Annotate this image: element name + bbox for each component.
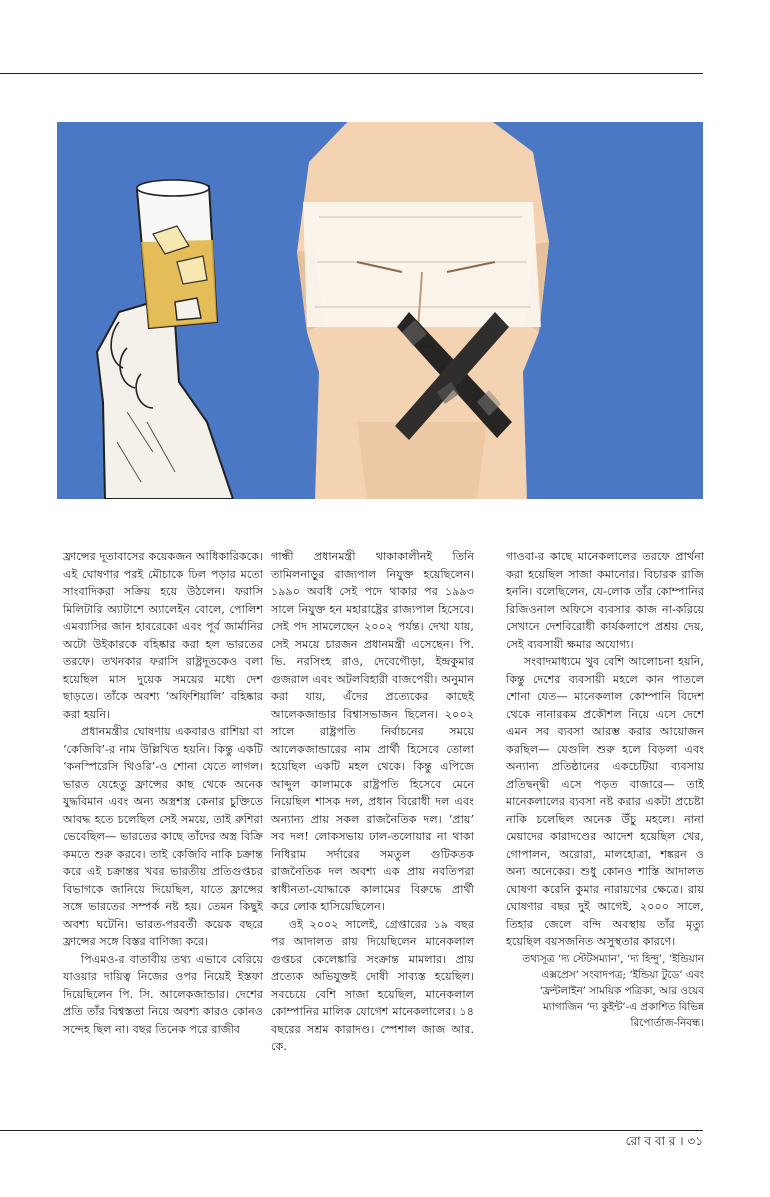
- paragraph: সংবাদমাধ্যমে খুব বেশি আলোচনা হয়নি, কিন্তু দেশের ব্যবসায়ী মহলে কান পাতলে শোনা যেত— মানেকলাল কোম্পানি বিদেশ থেকে নানারকম প্রকৌশল নিয়ে এসে দেশে এমন সব ব্যবসা আরম্ভ করার আয়োজন করছিল— যেগুলি শুরু হলে বিড়লা এবং অন্যান্য প্রতিষ্ঠানের একচেটিয়া ব্যবসায় প্রতিদ্বন্দ্বী এসে পড়ত বাজারে— তাই মানেকলালের ব্যবসা নষ্ট করার একটা প্রচেষ্টা নাকি চলেছিল অনেক উঁচু মহলে। নানা মেয়াদের কারাদণ্ডের আদেশ হয়েছিল খের, গোপালন, অরোরা, মালহোত্রা, শঙ্করন ও অন্য অনেকের। শুধু কোনও শাস্তি আদালত ঘোষণা করেনি কুমার নারায়ণের ক্ষেত্রে। রায় ঘোষণার বছর দুই আগেই, ২০০০ সালে, তিহার জেলে বন্দি অবস্থায় তাঁর মৃত্যু হয়েছিল বয়সজনিত অসুস্থতার কারণে।: [506, 655, 704, 948]
- paragraph: ওই ২০০২ সালেই, গ্রেপ্তারের ১৯ বছর পর আদালত রায় দিয়েছিলেন মানেকলাল গুপ্তচর কেলেঙ্কারি সংক্রান্ত মামলার। প্রায় প্রত্যেক অভিযুক্তই দোষী সাব্যস্ত হয়েছিল। সবচেয়ে বেশি সাজা হয়েছিল, মানেকলাল কোম্পানির মালিক যোগেশ মানেকলালের। ১৪ বছরের সশ্রম কারাদণ্ড। স্পেশাল জাজ আর. কে.: [271, 917, 474, 1053]
- article-column-2: [271, 548, 474, 1056]
- illustration: [57, 122, 703, 499]
- face-mask: [303, 202, 541, 327]
- bottom-rule: [0, 1130, 703, 1131]
- paragraph: গাওবা-র কাছে মানেকলালের তরফে প্রার্থনা করা হয়েছিল সাজা কমানোর। বিচারক রাজি হননি। বলেছিলেন, যে-লোক তাঁর কোম্পানির রিজিওনাল অফিসে ব্যবসার কাজ না-করিয়ে সেখানে দেশবিরোধী কার্যকলাপে প্রশ্রয় দেয়, সেই ব্যবসায়ী ক্ষমার অযোগ্য।: [506, 550, 704, 651]
- page-folio: রো ব বা র । ৩১: [625, 1134, 703, 1148]
- paragraph: পিএমও-র বাতাবীয় তথ্য এভাবে বেরিয়ে যাওয়ার দায়িত্ব নিজের ওপর নিয়েই ইস্তফা দিয়েছিলেন পি. সি. আলেকজান্ডার। দেশের প্রতি তাঁর বিশ্বস্ততা নিয়ে অবশ্য কারও কোনও সন্দেহ ছিল না। বছর তিনেক পরে রাজীব: [63, 952, 263, 1036]
- source-credit: তথ্যসূত্র ‘দ্য স্টেটসম্যান’, ‘দ্য হিন্দু’, ‘ইন্ডিয়ান এক্সপ্রেস’ সংবাদপত্র; ‘ইন্ডিয়া টুডে’ এবং ‘ফ্রন্টলাইন’ সাময়িক পত্রিকা, আর ওয়েব ম্যাগাজিন ‘দ্য কুইন্ট’-এ প্রকাশিত বিভিন্ন রিপোর্তাজ-নিবন্ধ।: [522, 952, 704, 1029]
- article-column-1: [63, 548, 263, 1038]
- neck: [357, 422, 487, 499]
- paragraph: ফ্রান্সের দূতাবাসের কয়েকজন আধিকারিককে। এই ঘোষণার পরই মৌচাকে ঢিল পড়ার মতো সাংবাদিকরা সক্রিয় হয়ে উঠলেন। ফরাসি মিলিটারি অ্যাটাশে অ্যালেইন বোলে, পোলিশ এমব্যাসির জান হাবরেকো এবং পূর্ব জার্মানির অটো উইকারকে বহিষ্কার করা হল ভারতের তরফে। তখনকার ফরাসি রাষ্ট্রদূতকেও বলা হয়েছিল মাস দুয়েক সময়ের মধ্যে দেশ ছাড়তে। তাঁকে অবশ্য ‘অফিশিয়ালি’ বহিষ্কার করা হয়নি।: [63, 550, 263, 721]
- top-rule: [0, 73, 703, 74]
- paragraph: প্রধানমন্ত্রীর ঘোষণায় একবারও রাশিয়া বা ‘কেজিবি’-র নাম উল্লিখিত হয়নি। কিন্তু একটি ‘কনস্পিরেসি থিওরি’-ও শোনা যেতে লাগল। ভারত যেহেতু ফ্রান্সের কাছ থেকে অনেক যুদ্ধবিমান এবং অন্য অস্ত্রশস্ত্র কেনার চুক্তিতে আবদ্ধ হতে চলেছিল সেই সময়ে, তাই রুশিরা ভেবেছিল— ভারতের কাছে তাঁদের অস্ত্র বিক্রি কমতে শুরু করবে। তাই কেজিবি নাকি চক্রান্ত করে এই চক্রান্তর খবর ভারতীয় প্রতিগুপ্তচর বিভাগকে জানিয়ে দিয়েছিল, যাতে ফ্রান্সের সঙ্গে ভারতের সম্পর্ক নষ্ট হয়। তেমন কিছুই অবশ্য ঘটেনি। ভারত-পরবর্তী কয়েক বছরে ফ্রান্সের সঙ্গে বিস্তর বাণিজ্য করে।: [63, 725, 263, 948]
- article-column-3: [506, 548, 704, 1031]
- paragraph: গান্ধী প্রধানমন্ত্রী থাকাকালীনই তিনি তামিলনাড়ুর রাজ্যপাল নিযুক্ত হয়েছিলেন। ১৯৯০ অবধি সেই পদে থাকার পর ১৯৯৩ সালে নিযুক্ত হন মহারাষ্ট্রের রাজ্যপাল হিসেবে। সেই পদ সামলেছেন ২০০২ পর্যন্ত। দেখা যায়, সেই সময়ে চারজন প্রধানমন্ত্রী এসেছেন। পি. ভি. নরসিংহ রাও, দেবেগৌড়া, ইন্দ্রকুমার গুজরাল এবং অটলবিহারী বাজপেয়ী। অনুমান করা যায়, এঁদের প্রত্যেকের কাছেই আলেকজান্ডার বিশ্বাসভাজন ছিলেন। ২০০২ সালে রাষ্ট্রপতি নির্বাচনের সময়ে আলেকজান্ডারের নাম প্রার্থী হিসেবে তোলা হয়েছিল একটি মহল থেকে। কিন্তু এপিজে আব্দুল কালামকে রাষ্ট্রপতি হিসেবে মেনে নিয়েছিল শাসক দল, প্রধান বিরোধী দল এবং অন্যান্য প্রায় সকল রাজনৈতিক দল। ‘প্রায়’ সব দল! লোকসভায় ঢাল-তলোয়ার না থাকা নিধিরাম সর্দারের সমতুল গুটিকতক রাজনৈতিক দল অবশ্য এক প্রায় নবতিপর‍া স্বাধীনতা-যোদ্ধাকে কালামের বিরুদ্ধে প্রার্থী করে লোক হাসিয়েছিলেন।: [271, 550, 474, 913]
- illustration-art: [57, 122, 703, 499]
